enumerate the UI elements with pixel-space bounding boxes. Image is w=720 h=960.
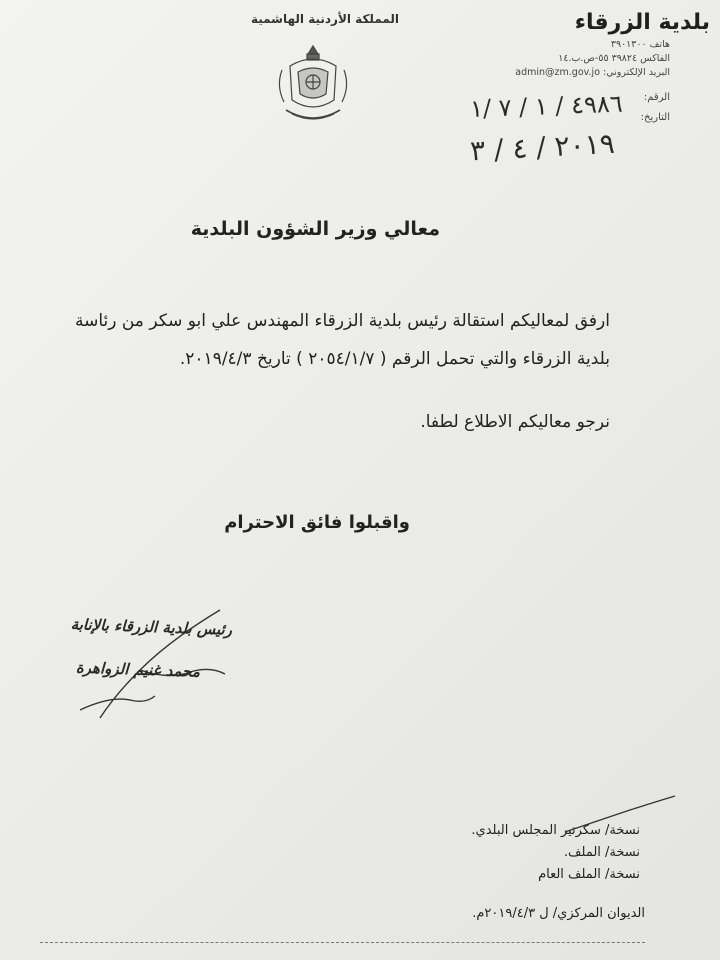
recipient-heading: معالي وزير الشؤون البلدية xyxy=(190,218,440,240)
handwritten-date: ٢٠١٩ / ٤ / ٣ xyxy=(469,126,616,168)
bottom-divider xyxy=(40,942,645,943)
copy-item: نسخة/ الملف. xyxy=(563,845,640,860)
copy-item: نسخة/ الملف العام xyxy=(538,867,640,882)
reference-label: الرقم: xyxy=(643,92,670,103)
signatory-title: رئيس بلدية الزرقاء بالإنابة xyxy=(70,615,233,639)
copy-item: نسخة/ سكرتير المجلس البلدي. xyxy=(471,823,640,838)
date-label: التاريخ: xyxy=(640,112,670,123)
fax-line: الفاكس ٣٩٨٢٤ ٥٥-ص.ب.١٤ xyxy=(558,53,670,64)
paragraph-line: ارفق لمعاليكم استقالة رئيس بلدية الزرقاء المهندس علي ابو سكر من رئاسة xyxy=(74,311,610,331)
email-line: البريد الإلكتروني: admin@zm.gov.jo xyxy=(515,67,670,78)
phone-line: هاتف ٣٩٠١٣٠٠ xyxy=(610,39,670,50)
paragraph-line: بلدية الزرقاء والتي تحمل الرقم ( ٢٠٥٤/١/٧ ) تاريخ ٢٠١٩/٤/٣. xyxy=(179,349,610,369)
copies-list xyxy=(430,820,640,886)
handwritten-reference-number: ٤٩٨٦ / ١ / ٧ /١ xyxy=(469,89,624,123)
jordan-coat-of-arms-icon xyxy=(268,40,358,130)
kingdom-heading: المملكة الأردنية الهاشمية xyxy=(250,12,400,26)
municipality-name: بلدية الزرقاء xyxy=(574,10,710,35)
signatory-name: محمد غنيم الزواهرة xyxy=(75,658,201,681)
letter-paragraph xyxy=(74,302,610,378)
request-line: نرجو معاليكم الاطلاع لطفا. xyxy=(420,412,610,432)
contact-block xyxy=(470,38,670,80)
closing-line: واقبلوا فائق الاحترام xyxy=(224,512,410,533)
central-office-line: الديوان المركزي/ ل ٢٠١٩/٤/٣م. xyxy=(472,906,645,921)
